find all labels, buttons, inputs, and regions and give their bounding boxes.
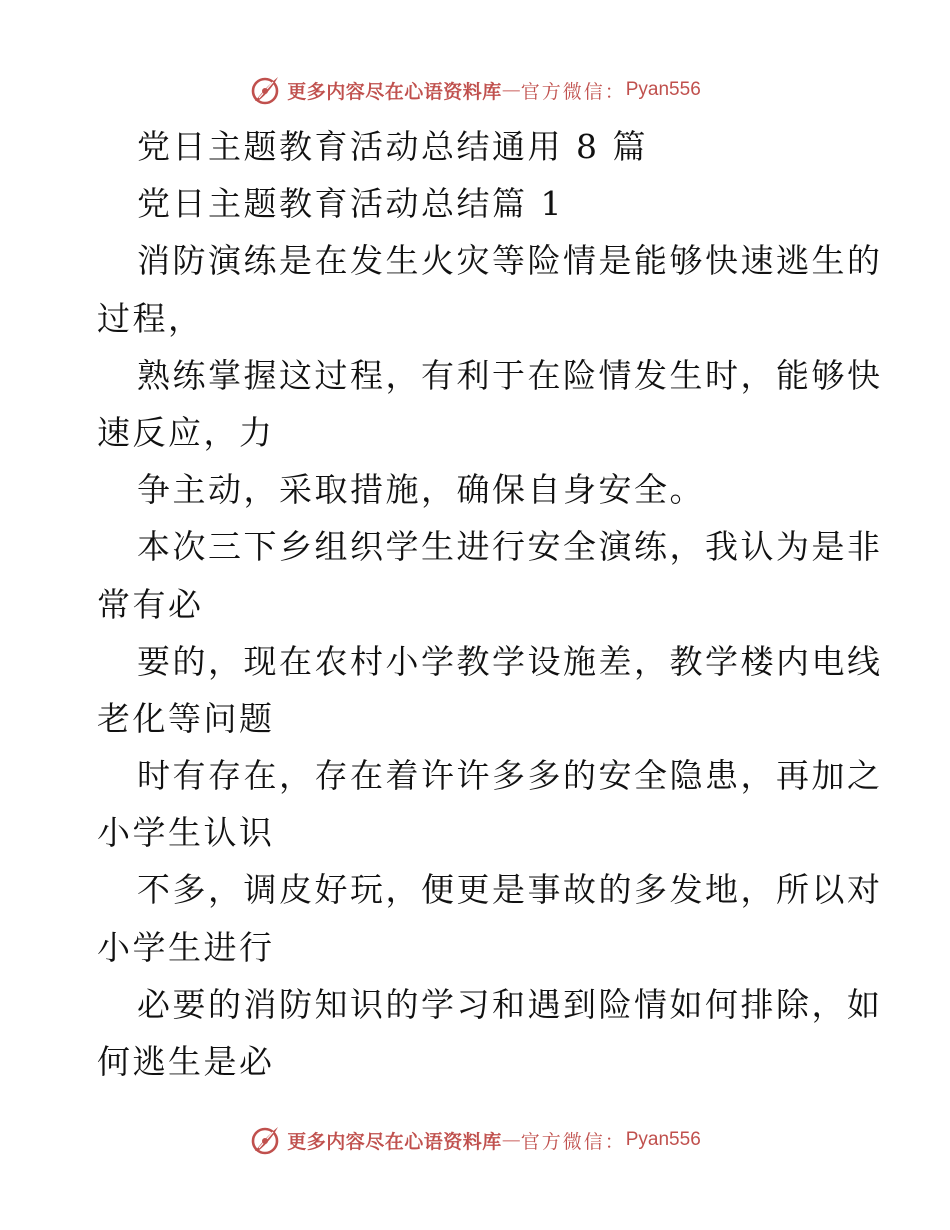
text-line: 必要的消防知识的学习和遇到险情如何排除，如 <box>137 984 883 1024</box>
feather-pen-logo-icon <box>249 1124 281 1156</box>
feather-pen-logo-icon <box>249 74 281 106</box>
text-line: 老化等问题 <box>97 698 275 738</box>
header-banner <box>0 70 950 110</box>
banner-separator: — <box>501 79 521 101</box>
text-line: 小学生认识 <box>97 813 275 853</box>
banner-wechat-label: 官方微信： <box>520 1130 626 1153</box>
text-line: 过程， <box>97 298 204 338</box>
text-line: 小学生进行 <box>97 927 275 967</box>
text-line: 熟练掌握这过程，有利于在险情发生时，能够快 <box>137 355 883 395</box>
banner-main-text: 更多内容尽在心语资料库 <box>287 1130 502 1153</box>
paragraph-block <box>97 232 883 1090</box>
section-heading: 党日主题教育活动总结篇 1 <box>137 184 564 224</box>
text-line: 消防演练是在发生火灾等险情是能够快速逃生的 <box>137 241 883 281</box>
text-line: 争主动，采取措施，确保自身安全。 <box>137 470 705 510</box>
document-body <box>97 118 883 1090</box>
banner-separator: — <box>501 1129 521 1151</box>
text-line: 时有存在，存在着许许多多的安全隐患，再加之 <box>137 756 883 796</box>
document-title: 党日主题教育活动总结通用 8 篇 <box>137 127 648 166</box>
banner-wechat-label: 官方微信： <box>520 80 626 103</box>
banner-wechat-id: Pyan556 <box>625 1129 701 1150</box>
text-line: 何逃生是必 <box>97 1042 275 1081</box>
banner-main-text: 更多内容尽在心语资料库 <box>287 80 502 103</box>
text-line: 速反应，力 <box>97 412 275 452</box>
text-line: 要的，现在农村小学教学设施差，教学楼内电线 <box>137 641 883 681</box>
text-line: 本次三下乡组织学生进行安全演练，我认为是非 <box>137 527 883 567</box>
footer-banner <box>0 1120 950 1160</box>
text-line: 常有必 <box>97 584 204 624</box>
text-line: 不多，调皮好玩，便更是事故的多发地，所以对 <box>137 870 883 910</box>
banner-wechat-id: Pyan556 <box>625 79 701 100</box>
